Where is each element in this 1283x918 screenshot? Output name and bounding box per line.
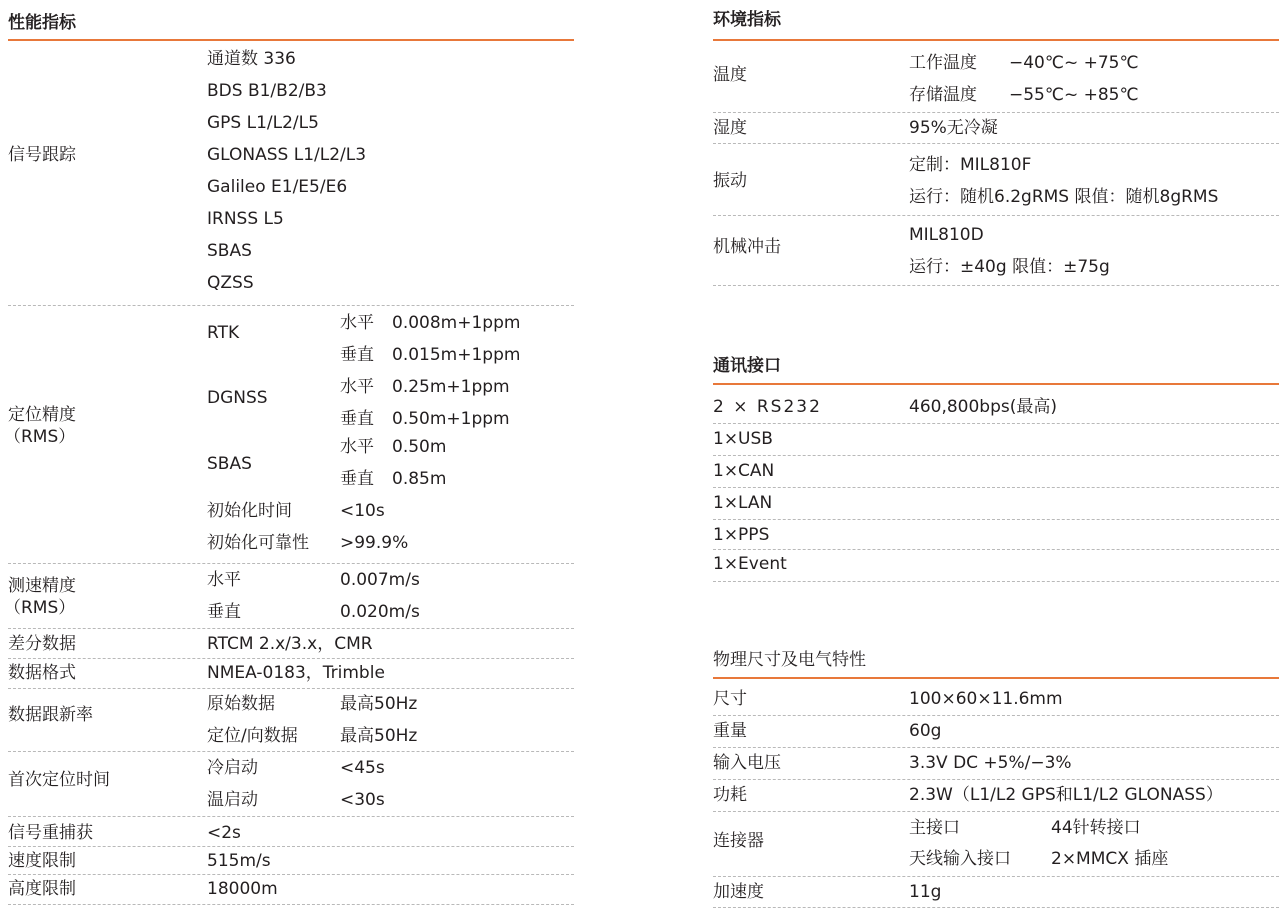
rtk-label: RTK [207,323,240,343]
main-interface-label: 主接口 [909,818,960,838]
row-divider [713,455,1279,456]
update-rate-label: 数据跟新率 [8,705,93,725]
sbas-v-value: 0.85m [392,469,447,489]
row-divider [8,874,574,875]
signal-item: GPS L1/L2/L5 [207,113,319,133]
comm-title: 通讯接口 [713,356,781,376]
voltage-label: 输入电压 [713,753,781,773]
data-format-value: NMEA-0183，Trimble [207,663,385,683]
weight-label: 重量 [713,721,747,741]
row-divider [713,581,1279,582]
signal-item: GLONASS L1/L2/L3 [207,145,367,165]
row-divider [713,112,1279,113]
row-divider [713,519,1279,520]
vibration-line1: 定制：MIL810F [909,155,1032,175]
positioning-label: 定位精度 [8,405,76,425]
speed-limit-label: 速度限制 [8,851,76,871]
row-divider [713,487,1279,488]
shock-label: 机械冲击 [713,237,781,257]
rtk-v-label: 垂直 [340,345,374,365]
signal-item: BDS B1/B2/B3 [207,81,327,101]
acceleration-value: 11g [909,882,942,902]
event-port: 1×Event [713,554,787,574]
acceleration-label: 加速度 [713,882,764,902]
antenna-interface-label: 天线输入接口 [909,849,1011,869]
dgnss-h-label: 水平 [340,377,374,397]
diff-data-value: RTCM 2.x/3.x，CMR [207,634,373,654]
size-value: 100×60×11.6mm [909,689,1063,709]
init-time-value: <10s [340,501,385,521]
velocity-h-value: 0.007m/s [340,570,420,590]
dgnss-v-label: 垂直 [340,409,374,429]
update-pos-label: 定位/向数据 [207,726,298,746]
row-divider [713,779,1279,780]
usb-port: 1×USB [713,429,773,449]
vibration-label: 振动 [713,171,747,191]
velocity-v-value: 0.020m/s [340,602,420,622]
row-divider [8,904,574,905]
update-raw-value: 最高50Hz [340,694,418,714]
rs232-label: 2 × RS232 [713,397,822,417]
row-divider [713,143,1279,144]
cold-start-label: 冷启动 [207,758,258,778]
rtk-v-value: 0.015m+1ppm [392,345,521,365]
altitude-limit-value: 18000m [207,879,278,899]
sbas-label: SBAS [207,454,252,474]
humidity-value: 95%无冷凝 [909,118,998,138]
environment-title: 环境指标 [713,10,781,30]
row-divider [8,751,574,752]
reacquisition-value: <2s [207,823,241,843]
signal-item: 通道数 336 [207,49,296,69]
velocity-v-label: 垂直 [207,602,241,622]
cold-start-value: <45s [340,758,385,778]
rtk-h-label: 水平 [340,313,374,333]
row-divider [8,816,574,817]
humidity-label: 湿度 [713,118,747,138]
connector-label: 连接器 [713,831,764,851]
main-interface-value: 44针转接口 [1051,818,1141,838]
row-divider [8,563,574,564]
shock-line2: 运行：±40g 限值：±75g [909,257,1110,277]
rs232-value: 460,800bps(最高) [909,397,1058,417]
velocity-label-rms: （RMS） [4,598,76,618]
row-divider [713,876,1279,877]
row-divider [713,907,1279,908]
sbas-h-label: 水平 [340,437,374,457]
positioning-label-rms: （RMS） [4,427,76,447]
row-divider [713,423,1279,424]
row-divider [713,285,1279,286]
performance-title-rule [8,39,574,41]
row-divider [8,628,574,629]
reacquisition-label: 信号重捕获 [8,823,93,843]
can-port: 1×CAN [713,461,775,481]
row-divider [8,846,574,847]
update-raw-label: 原始数据 [207,694,275,714]
row-divider [713,811,1279,812]
sbas-h-value: 0.50m [392,437,447,457]
signal-item: SBAS [207,241,252,261]
storage-temp-value: −55℃~ +85℃ [1009,85,1139,105]
init-reliability-label: 初始化可靠性 [207,533,309,553]
ttff-label: 首次定位时间 [8,770,110,790]
row-divider [713,715,1279,716]
antenna-interface-value: 2×MMCX 插座 [1051,849,1169,869]
signal-item: QZSS [207,273,254,293]
velocity-label: 测速精度 [8,576,76,596]
speed-limit-value: 515m/s [207,851,271,871]
data-format-label: 数据格式 [8,663,76,683]
performance-title: 性能指标 [8,13,76,33]
init-time-label: 初始化时间 [207,501,292,521]
comm-title-rule [713,383,1279,385]
size-label: 尺寸 [713,689,747,709]
lan-port: 1×LAN [713,493,773,513]
altitude-limit-label: 高度限制 [8,879,76,899]
work-temp-label: 工作温度 [909,53,977,73]
temperature-label: 温度 [713,65,747,85]
diff-data-label: 差分数据 [8,634,76,654]
row-divider [713,747,1279,748]
update-pos-value: 最高50Hz [340,726,418,746]
power-label: 功耗 [713,785,747,805]
weight-value: 60g [909,721,942,741]
dgnss-h-value: 0.25m+1ppm [392,377,510,397]
row-divider [8,688,574,689]
signal-item: IRNSS L5 [207,209,284,229]
physical-title: 物理尺寸及电气特性 [713,650,866,670]
dgnss-label: DGNSS [207,388,268,408]
pps-port: 1×PPS [713,525,770,545]
velocity-h-label: 水平 [207,570,241,590]
shock-line1: MIL810D [909,225,984,245]
physical-title-rule [713,677,1279,679]
signal-item: Galileo E1/E5/E6 [207,177,348,197]
warm-start-label: 温启动 [207,790,258,810]
init-reliability-value: >99.9% [340,533,409,553]
warm-start-value: <30s [340,790,385,810]
row-divider [8,305,574,306]
power-value: 2.3W（L1/L2 GPS和L1/L2 GLONASS） [909,785,1223,805]
sbas-v-label: 垂直 [340,469,374,489]
work-temp-value: −40℃~ +75℃ [1009,53,1139,73]
row-divider [713,549,1279,550]
row-divider [8,658,574,659]
storage-temp-label: 存储温度 [909,85,977,105]
environment-title-rule [713,39,1279,41]
dgnss-v-value: 0.50m+1ppm [392,409,510,429]
rtk-h-value: 0.008m+1ppm [392,313,521,333]
signal-tracking-label: 信号跟踪 [8,145,76,165]
row-divider [713,215,1279,216]
vibration-line2: 运行：随机6.2gRMS 限值：随机8gRMS [909,187,1219,207]
voltage-value: 3.3V DC +5%/−3% [909,753,1072,773]
